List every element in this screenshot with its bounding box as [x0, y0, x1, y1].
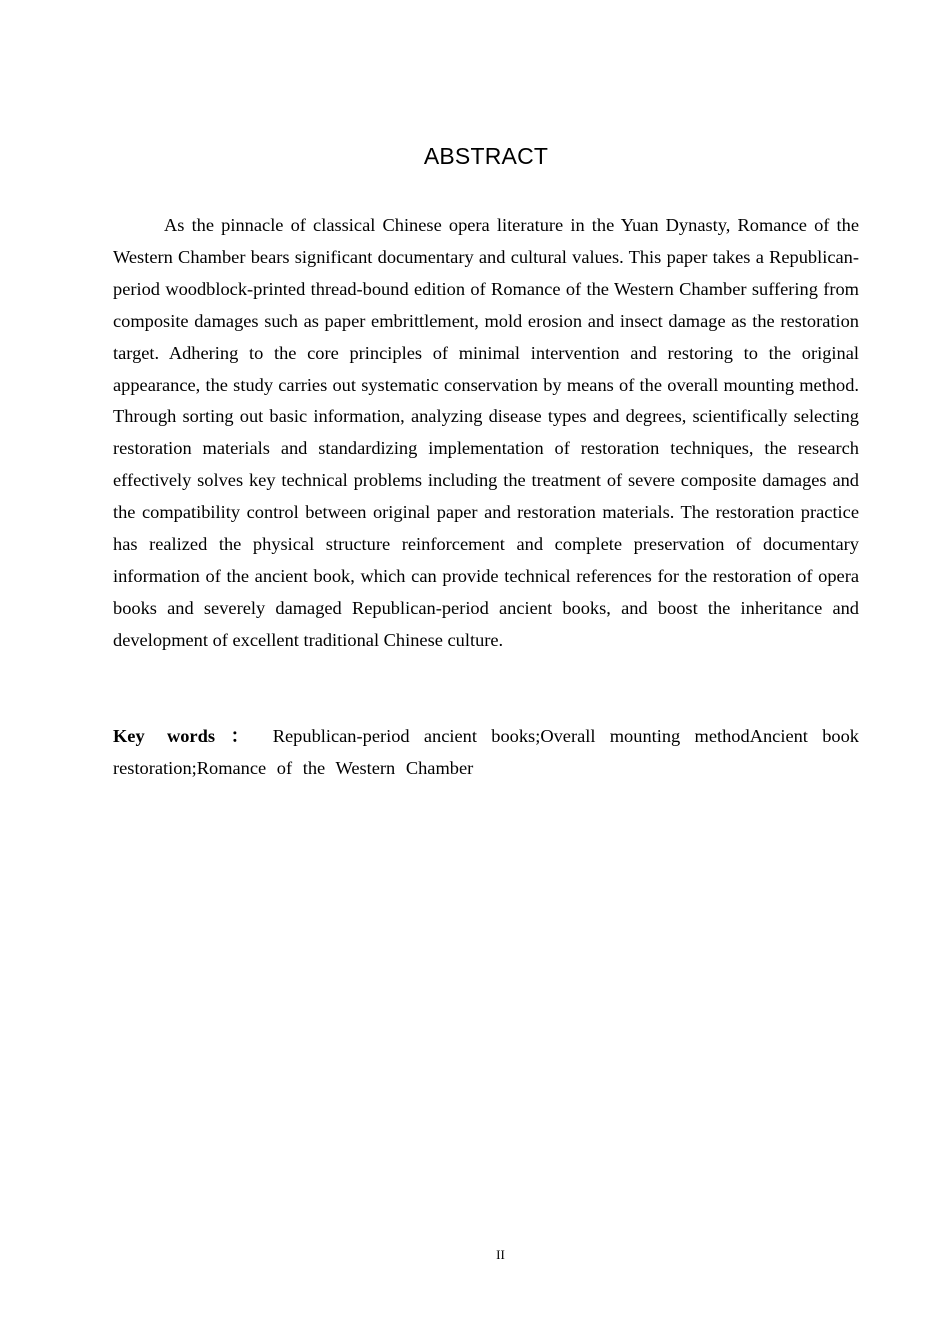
- keywords-label: Key words: [113, 726, 215, 746]
- keywords-line-2: restoration;Romance of the Western Chamber: [113, 757, 474, 778]
- keywords-line-1: Republican-period ancient books;Overall mounting methodAncient book: [272, 726, 859, 746]
- keywords-paragraph: [113, 721, 859, 785]
- keywords-colon: ：: [220, 726, 259, 746]
- abstract-heading: ABSTRACT: [423, 143, 549, 169]
- abstract-body: As the pinnacle of classical Chinese opera literature in the Yuan Dynasty, Romance of the Western Chamber bears significant documentary and cultural values. This paper takes a Republican-period woodblock-printed thread-bound edition of Romance of the Western Chamber suffering from composite damages such as paper embrittlement, mold erosion and insect damage as the restoration target. Adhering to the core principles of minimal intervention and restoring to the original appearance, the study carries out systematic conservation by means of the overall mounting method. Through sorting out basic information, analyzing disease types and degrees, scientifically selecting restoration materials and standardizing implementation of restoration techniques, the research effectively solves key technical problems including the treatment of severe composite damages and the compatibility control between original paper and restoration materials. The restoration practice has realized the physical structure reinforcement and complete preservation of documentary information of the ancient book, which can provide technical references for the restoration of opera books and severely damaged Republican-period ancient books, and boost the inheritance and development of excellent traditional Chinese culture.: [113, 215, 859, 650]
- page-number: II: [496, 1247, 505, 1262]
